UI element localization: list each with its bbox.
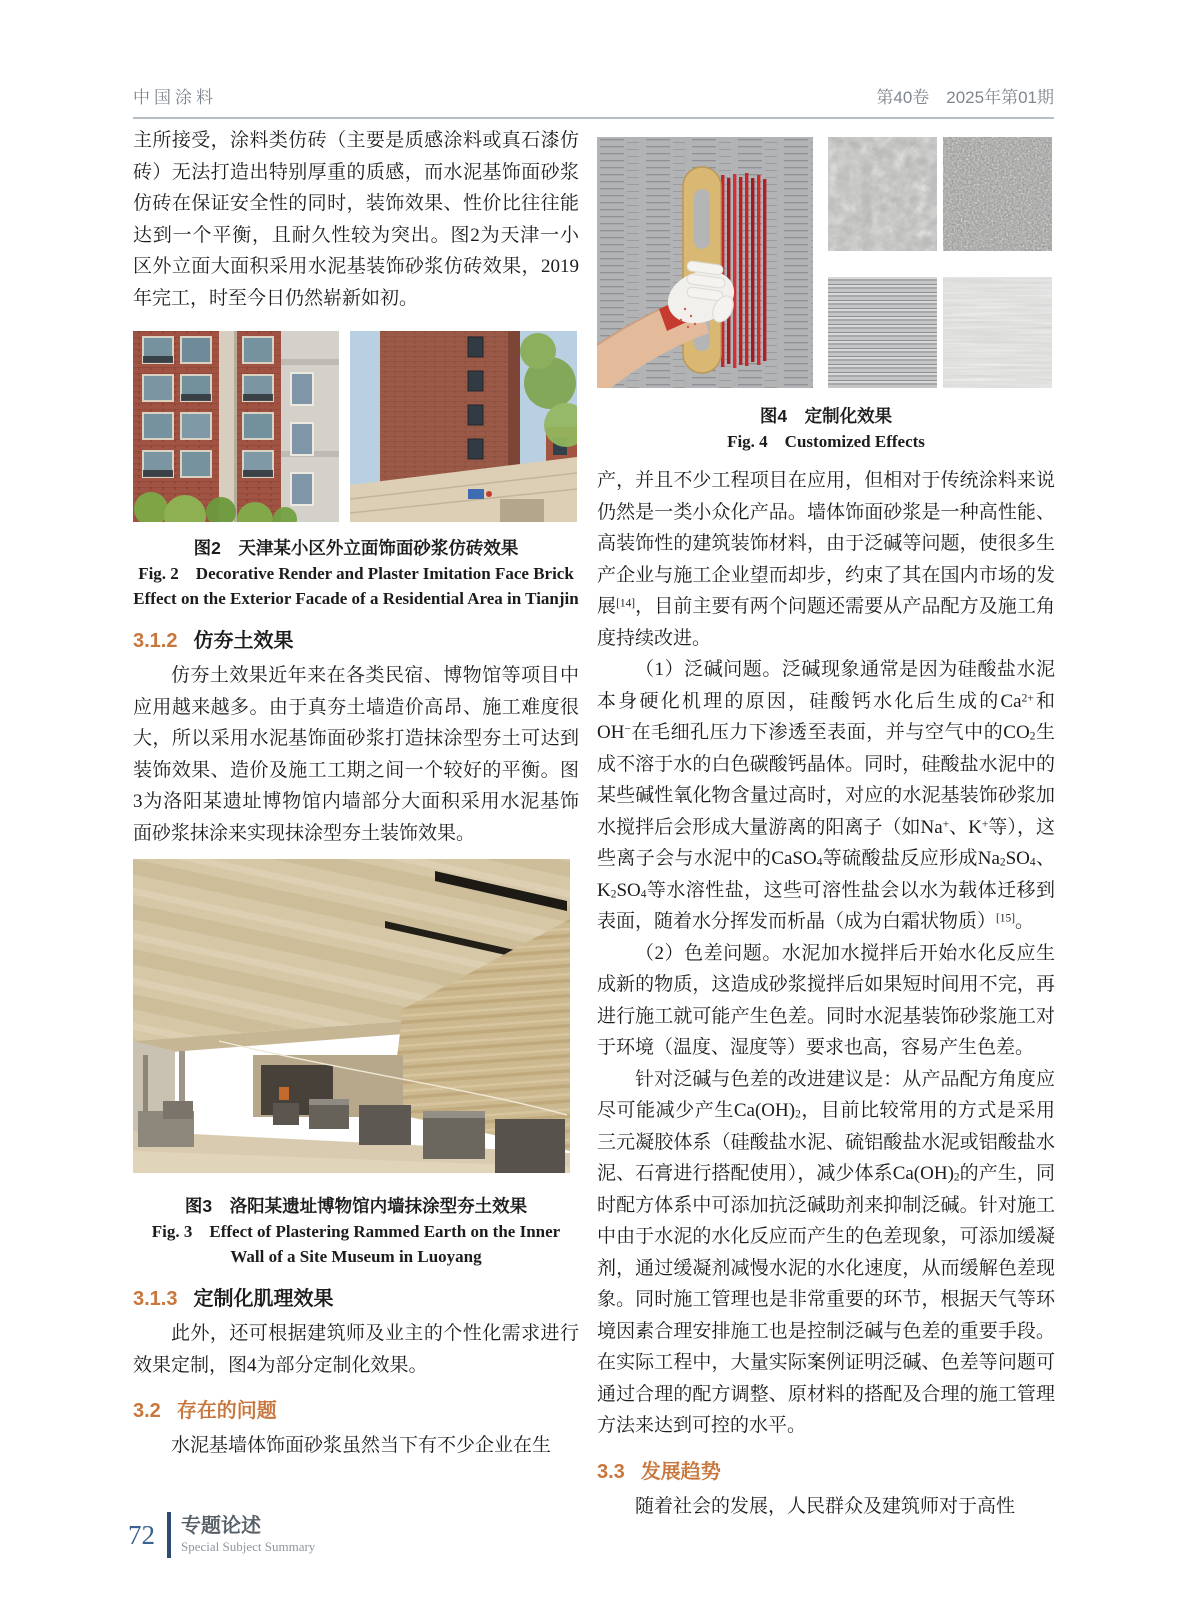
section-number: 3.1.3 [133, 1288, 178, 1310]
footer-column-en: Special Subject Summary [181, 1539, 316, 1554]
section-title: 仿夯土效果 [193, 630, 294, 652]
section-heading-3-1-2 [133, 624, 579, 653]
fig4-photo-brush [597, 137, 813, 388]
section-title: 发展趋势 [640, 1460, 721, 1483]
section-heading-3-3 [597, 1455, 1055, 1484]
section-title: 存在的问题 [176, 1400, 277, 1422]
right-column [597, 125, 1055, 1522]
fig2-caption-en: Fig. 2 Decorative Render and Plaster Imitation Face Brick Effect on the Exterior Facade of a Residential Area in Tianjin [133, 564, 579, 608]
fig2-caption [133, 535, 579, 611]
journal-name: 中国涂料 [133, 88, 217, 107]
footer-column-zh: 专题论述 [181, 1515, 261, 1537]
fig4-texture-scratched [943, 277, 1052, 388]
issue-info: 第40卷 2025年第01期 [876, 88, 1054, 107]
fig3-caption [133, 1193, 579, 1269]
page-header [133, 78, 1054, 119]
paragraph-efflorescence: （1）泛碱问题。泛碱现象通常是因为硅酸盐水泥本身硬化机理的原因，硅酸钙水化后生成的$Ca^{2+}$和OH−在毛细孔压力下渗透至表面，并与空气中的$CO_2$生成不溶于水的白色碳酸钙晶体。同时，硅酸盐水泥中的某些碱性氧化物含量过高时，对应的水泥基装饰砂浆加水搅拌后会形成大量游离的阳离子（如Na+、K+等），这些离子会与水泥中的CaSO$_4$等硫酸盐反应形成$Na_2SO_4$、$K_2SO_4$等水溶性盐，这些可溶性盐会以水为载体迁移到表面，随着水分挥发而析晶（成为白霜状物质）[15]。 [597, 659, 1055, 932]
section-number: 3.1.2 [133, 630, 178, 652]
fig2-photo-facade-left [133, 331, 339, 522]
figure-4 [597, 137, 1055, 454]
section-number: 3.2 [133, 1400, 161, 1422]
section-title: 定制化肌理效果 [193, 1288, 334, 1310]
paragraph-color-difference: （2）色差问题。水泥加水搅拌后开始水化反应生成新的物质，这造成砂浆搅拌后如果短时间用不完，再进行施工就可能产生色差。同时水泥基装饰砂浆施工对于环境（温度、湿度等）要求也高，容易产生色差。 [597, 942, 1055, 1058]
fig3-caption-en: Fig. 3 Effect of Plastering Rammed Earth on the Inner Wall of a Site Museum in Luoyang [151, 1222, 561, 1266]
fig3-caption-zh: 图3 洛阳某遗址博物馆内墙抹涂型夯土效果 [184, 1196, 528, 1216]
fig3-photo-museum-interior [133, 859, 570, 1173]
fig2-caption-zh: 图2 天津某小区外立面饰面砂浆仿砖效果 [193, 538, 519, 558]
figure-3 [133, 859, 579, 1269]
fig4-caption-en: Fig. 4 Customized Effects [727, 432, 925, 451]
fig4-texture-granite [943, 137, 1052, 251]
footer-divider [167, 1512, 171, 1558]
paragraph-improvement-suggestions: 针对泛碱与色差的改进建议是：从产品配方角度应尽可能减少产生$Ca(OH)_2$，目前比较常用的方式是采用三元凝胶体系（硅酸盐水泥、硫铝酸盐水泥或铝酸盐水泥、石膏进行搭配使用），减少体系$Ca(OH)_2$的产生，同时配方体系中可添加抗泛碱助剂来抑制泛碱。针对施工中由于水泥的水化反应而产生的色差现象，可添加缓凝剂，通过缓凝剂减慢水泥的水化速度，从而缓解色差现象。同时施工管理也是非常重要的环节，根据天气等环境因素合理安排施工也是控制泛碱与色差的重要手段。在实际工程中，大量实际案例证明泛碱、色差等问题可通过合理的配方调整、原材料的搭配及合理的施工管理方法来达到可控的水平。 [597, 1068, 1055, 1436]
footer-column-info [181, 1514, 315, 1556]
paragraph-trend-start: 随着社会的发展，人民群众及建筑师对于高性 [635, 1495, 1016, 1517]
figure-2 [133, 331, 579, 611]
fig4-caption-zh: 图4 定制化效果 [759, 406, 893, 426]
fig2-photos [133, 331, 579, 522]
page-footer [128, 1512, 315, 1558]
fig4-photos [597, 137, 1055, 388]
fig2-photo-facade-right [350, 331, 577, 522]
paragraph-problems-start: 水泥基墙体饰面砂浆虽然当下有不少企业在生 [171, 1435, 552, 1456]
section-heading-3-1-3 [133, 1282, 579, 1311]
page-number: 72 [128, 1519, 155, 1550]
section-number: 3.3 [597, 1460, 625, 1483]
left-column [133, 125, 579, 1462]
fig4-texture-ridged [828, 277, 937, 388]
section-heading-3-2 [133, 1394, 579, 1423]
fig4-caption [597, 403, 1055, 454]
paragraph-customization: 此外，还可根据建筑师及业主的个性化需求进行效果定制，图4为部分定制化效果。 [133, 1323, 579, 1376]
paragraph-rammed-earth: 仿夯土效果近年来在各类民宿、博物馆等项目中应用越来越多。由于真夯土墙造价高昂、施工难度很大，所以采用水泥基饰面砂浆打造抹涂型夯土可达到装饰效果、造价及施工工期之间一个较好的平衡。图3为洛阳某遗址博物馆内墙部分大面积采用水泥基饰面砂浆抹涂来实现抹涂型夯土装饰效果。 [133, 665, 579, 844]
paragraph-problems-continued: 产，并且不少工程项目在应用，但相对于传统涂料来说仍然是一类小众化产品。墙体饰面砂浆是一种高性能、高装饰性的建筑装饰材料，由于泛碱等问题，使很多生产企业与施工企业望而却步，约束了其在国内市场的发展[14]，目前主要有两个问题还需要从产品配方及施工角度持续改进。 [597, 470, 1055, 649]
paragraph-intro: 主所接受，涂料类仿砖（主要是质感涂料或真石漆仿砖）无法打造出特别厚重的质感，而水泥基饰面砂浆仿砖在保证安全性的同时，装饰效果、性价比往往能达到一个平衡，且耐久性较为突出。图2为天津一小区外立面大面积采用水泥基装饰砂浆仿砖效果，2019年完工，时至今日仍然崭新如初。 [133, 130, 579, 309]
fig4-texture-stucco [828, 137, 937, 251]
fig3-photo [133, 859, 579, 1173]
